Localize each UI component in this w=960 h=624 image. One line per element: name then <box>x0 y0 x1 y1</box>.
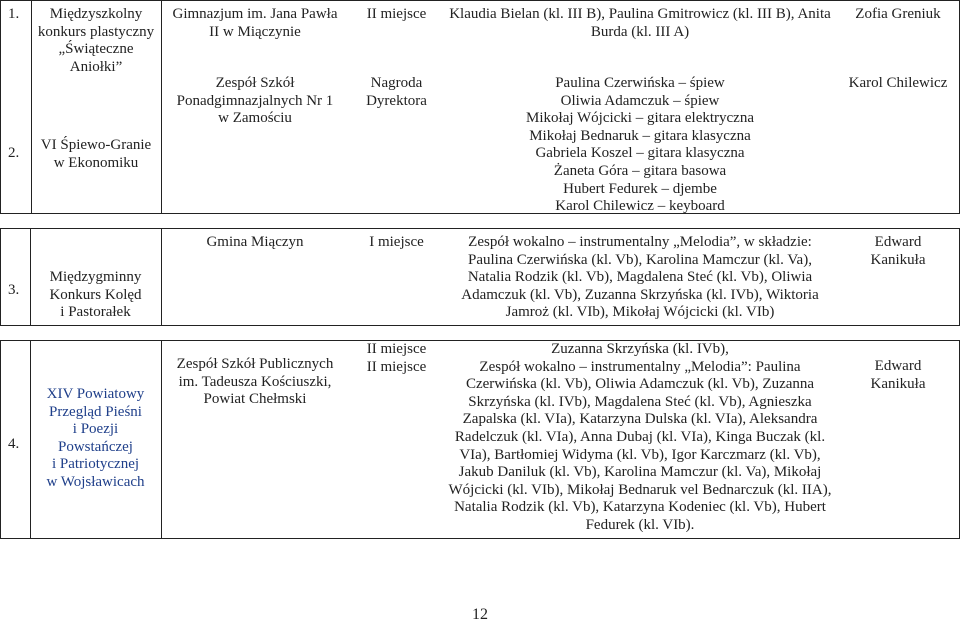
winners-list: Zespół wokalno – instrumentalny „Melodia”, w składzie: Paulina Czerwińska (kl. Vb), Karolina Mamczur (kl. Va), Natalia Rodzik (kl. Vb), Magdalena Steć (kl. Vb), Oliwia Adamczuk (kl. Vb), Zuzanna Skrzyńska (kl. IVb), Wiktoria Jamroż (kl. VIb), Mikołaj Wójcicki (kl. VIb) <box>461 234 819 321</box>
table-border <box>0 340 1 538</box>
winners-list: Klaudia Bielan (kl. III B), Paulina Gmitrowicz (kl. III B), Anita Burda (kl. III A) <box>449 6 831 40</box>
award-place: Nagroda Dyrektora <box>366 75 427 109</box>
award-place: II miejsce II miejsce <box>366 341 427 375</box>
table-border <box>0 0 960 1</box>
table-border <box>0 228 1 325</box>
contest-name: Międzygminny Konkurs Kolęd i Pastorałek <box>49 269 142 321</box>
teacher-name: Zofia Greniuk <box>855 6 941 22</box>
row-number: 2. <box>8 145 20 161</box>
table-border <box>0 228 960 229</box>
organizer: Zespół Szkół Ponadgimnazjalnych Nr 1 w Zamościu <box>176 75 334 127</box>
table-border <box>0 538 960 539</box>
organizer: Gimnazjum im. Jana Pawła II w Miączynie <box>172 6 338 40</box>
contest-name: XIV Powiatowy Przegląd Pieśni i Poezji Powstańczej i Patriotycznej w Wojsławicach <box>46 386 145 490</box>
winners-list: Paulina Czerwińska – śpiew Oliwia Adamczuk – śpiew Mikołaj Wójcicki – gitara elektryczna Mikołaj Bednaruk – gitara klasyczna Gabriela Koszel – gitara klasyczna Żaneta Góra – gitara basowa Hubert Fedurek – djembe Karol Chilewicz – keyboard <box>526 75 754 215</box>
award-place: I miejsce <box>369 234 424 250</box>
teacher-name: Edward Kanikuła <box>870 358 926 392</box>
teacher-name: Edward Kanikuła <box>870 234 926 268</box>
contest-name: VI Śpiewo-Granie w Ekonomiku <box>40 137 152 171</box>
organizer: Gmina Miączyn <box>206 234 304 250</box>
organizer: Zespół Szkół Publicznych im. Tadeusza Kościuszki, Powiat Chełmski <box>176 356 334 408</box>
teacher-name: Karol Chilewicz <box>848 75 948 91</box>
award-place: II miejsce <box>366 6 427 22</box>
table-border <box>0 0 1 213</box>
winners-list: Zuzanna Skrzyńska (kl. IVb), Zespół wokalno – instrumentalny „Melodia”: Paulina Czerwińska (kl. Vb), Oliwia Adamczuk (kl. Vb), Zuzanna Skrzyńska (kl. IVb), Magdalena Steć (kl. Vb), Agnieszka Zapalska (kl. VIa), Katarzyna Dulska (kl. VIa), Aleksandra Radelczuk (kl. VIa), Anna Dubaj (kl. VIa), Kinga Buczak (kl. VIa), Bartłomiej Widyma (kl. Vb), Igor Karczmarz (kl. Vb), Jakub Daniluk (kl. Vb), Karolina Mamczur (kl. Va), Mikołaj Wójcicki (kl. VIb), Mikołaj Bednaruk vel Bednarczuk (kl. IIA), Natalia Rodzik (kl. Vb), Katarzyna Kodeniec (kl. Vb), Hubert Fedurek (kl. VIb). <box>448 341 832 533</box>
row-number: 3. <box>8 282 20 298</box>
page-number: 12 <box>472 606 488 623</box>
table-border <box>0 325 960 326</box>
contest-name: Międzyszkolny konkurs plastyczny „Świąteczne Aniołki” <box>37 6 155 75</box>
row-number: 1. <box>8 6 20 22</box>
row-number: 4. <box>8 436 20 452</box>
